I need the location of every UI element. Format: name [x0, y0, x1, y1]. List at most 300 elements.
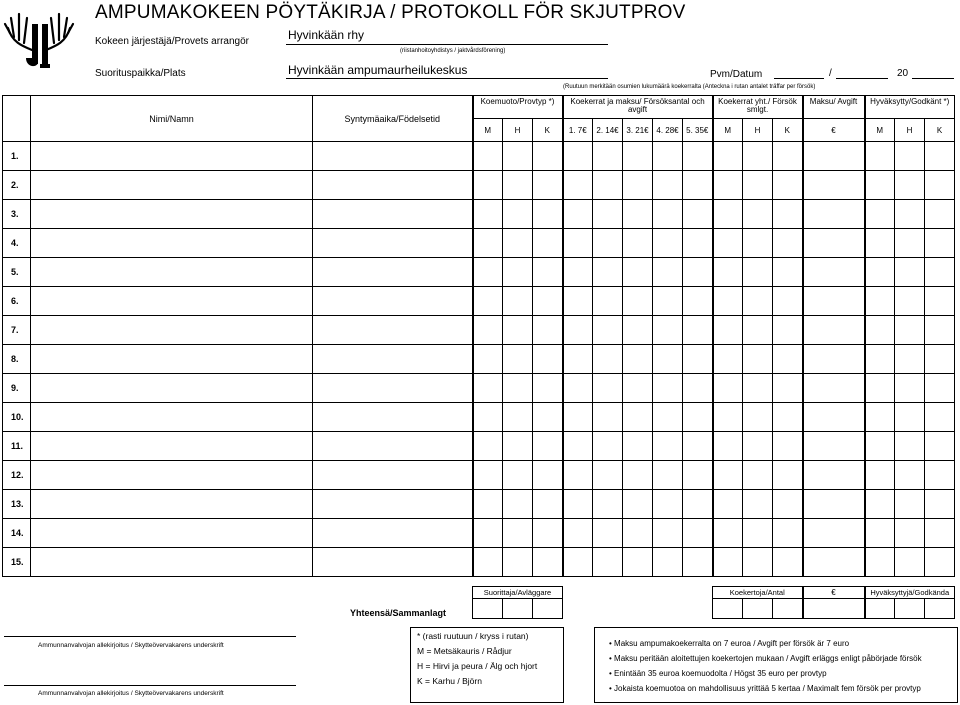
entry-cell[interactable] — [593, 258, 623, 287]
entry-cell[interactable] — [533, 548, 563, 577]
entry-cell[interactable] — [865, 461, 895, 490]
entry-cell[interactable] — [473, 403, 503, 432]
entry-cell[interactable] — [653, 200, 683, 229]
name-cell[interactable] — [31, 461, 313, 490]
entry-cell[interactable] — [683, 403, 713, 432]
results-table — [2, 95, 955, 577]
name-cell[interactable] — [31, 229, 313, 258]
entry-cell[interactable] — [925, 403, 955, 432]
entry-cell[interactable] — [563, 374, 593, 403]
entry-cell[interactable] — [713, 345, 743, 374]
entry-cell[interactable] — [803, 374, 865, 403]
entry-cell[interactable] — [865, 432, 895, 461]
entry-cell[interactable] — [653, 345, 683, 374]
entry-cell[interactable] — [473, 171, 503, 200]
birth-cell[interactable] — [313, 519, 473, 548]
entry-cell[interactable] — [803, 403, 865, 432]
entry-cell[interactable] — [473, 519, 503, 548]
entry-cell[interactable] — [683, 229, 713, 258]
entry-cell[interactable] — [925, 200, 955, 229]
entry-cell[interactable] — [653, 171, 683, 200]
name-cell[interactable] — [31, 490, 313, 519]
entry-cell[interactable] — [803, 316, 865, 345]
entry-cell[interactable] — [473, 229, 503, 258]
totals-fee-cell[interactable] — [803, 599, 865, 619]
entry-cell[interactable] — [743, 519, 773, 548]
row-number: 10. — [3, 403, 31, 432]
entry-cell[interactable] — [593, 548, 623, 577]
entry-cell[interactable] — [803, 171, 865, 200]
entry-cell[interactable] — [473, 200, 503, 229]
entry-cell[interactable] — [925, 519, 955, 548]
entry-cell[interactable] — [895, 142, 925, 171]
entry-cell[interactable] — [773, 229, 803, 258]
entry-cell[interactable] — [865, 258, 895, 287]
name-cell[interactable] — [31, 200, 313, 229]
entry-cell[interactable] — [623, 519, 653, 548]
entry-cell[interactable] — [563, 171, 593, 200]
entry-cell[interactable] — [743, 287, 773, 316]
entry-cell[interactable] — [503, 490, 533, 519]
entry-cell[interactable] — [925, 374, 955, 403]
row-number: 1. — [3, 142, 31, 171]
entry-cell[interactable] — [683, 548, 713, 577]
entry-cell[interactable] — [743, 229, 773, 258]
entry-cell[interactable] — [653, 316, 683, 345]
entry-cell[interactable] — [925, 461, 955, 490]
entry-cell[interactable] — [925, 229, 955, 258]
entry-cell[interactable] — [895, 461, 925, 490]
entry-cell[interactable] — [683, 287, 713, 316]
entry-cell[interactable] — [895, 432, 925, 461]
entry-cell[interactable] — [473, 287, 503, 316]
entry-cell[interactable] — [623, 374, 653, 403]
entry-cell[interactable] — [623, 548, 653, 577]
birth-cell[interactable] — [313, 316, 473, 345]
entry-cell[interactable] — [653, 490, 683, 519]
entry-cell[interactable] — [473, 316, 503, 345]
entry-cell[interactable] — [623, 403, 653, 432]
entry-cell[interactable] — [743, 345, 773, 374]
birth-cell[interactable] — [313, 548, 473, 577]
name-cell[interactable] — [31, 432, 313, 461]
entry-cell[interactable] — [563, 258, 593, 287]
entry-cell[interactable] — [683, 171, 713, 200]
signature-line-2[interactable] — [4, 685, 296, 686]
entry-cell[interactable] — [773, 258, 803, 287]
entry-cell[interactable] — [623, 461, 653, 490]
entry-cell[interactable] — [503, 432, 533, 461]
entry-cell[interactable] — [533, 229, 563, 258]
entry-cell[interactable] — [773, 287, 803, 316]
entry-cell[interactable] — [925, 316, 955, 345]
entry-cell[interactable] — [865, 548, 895, 577]
entry-cell[interactable] — [533, 403, 563, 432]
entry-cell[interactable] — [533, 258, 563, 287]
entry-cell[interactable] — [593, 171, 623, 200]
name-cell[interactable] — [31, 374, 313, 403]
entry-cell[interactable] — [473, 490, 503, 519]
totals-performers-h[interactable] — [503, 599, 533, 619]
entry-cell[interactable] — [773, 142, 803, 171]
entry-cell[interactable] — [803, 200, 865, 229]
entry-cell[interactable] — [503, 345, 533, 374]
entry-cell[interactable] — [623, 142, 653, 171]
entry-cell[interactable] — [623, 287, 653, 316]
entry-cell[interactable] — [683, 142, 713, 171]
table-row — [3, 490, 955, 519]
name-cell[interactable] — [31, 171, 313, 200]
entry-cell[interactable] — [803, 258, 865, 287]
totals-attempts-k[interactable] — [773, 599, 803, 619]
entry-cell[interactable] — [503, 548, 533, 577]
entry-cell[interactable] — [503, 519, 533, 548]
entry-cell[interactable] — [713, 490, 743, 519]
birth-cell[interactable] — [313, 142, 473, 171]
birth-cell[interactable] — [313, 432, 473, 461]
entry-cell[interactable] — [503, 171, 533, 200]
entry-cell[interactable] — [563, 345, 593, 374]
entry-cell[interactable] — [895, 374, 925, 403]
entry-cell[interactable] — [773, 374, 803, 403]
entry-cell[interactable] — [503, 461, 533, 490]
totals-attempts-h[interactable] — [743, 599, 773, 619]
entry-cell[interactable] — [773, 200, 803, 229]
entry-cell[interactable] — [925, 258, 955, 287]
entry-cell[interactable] — [713, 142, 743, 171]
entry-cell[interactable] — [503, 200, 533, 229]
entry-cell[interactable] — [803, 432, 865, 461]
name-cell[interactable] — [31, 316, 313, 345]
entry-cell[interactable] — [865, 142, 895, 171]
entry-cell[interactable] — [563, 461, 593, 490]
birth-cell[interactable] — [313, 403, 473, 432]
entry-cell[interactable] — [593, 519, 623, 548]
entry-cell[interactable] — [503, 258, 533, 287]
entry-cell[interactable] — [593, 200, 623, 229]
entry-cell[interactable] — [563, 287, 593, 316]
entry-cell[interactable] — [533, 171, 563, 200]
entry-cell[interactable] — [503, 316, 533, 345]
organizer-hint: (riistanhoitoyhdistys / jaktvårdsförening) — [400, 48, 506, 54]
entry-cell[interactable] — [865, 403, 895, 432]
rule-item: • Jokaista koemuotoa on mahdollisuus yrittää 5 kertaa / Maximalt fem försök per provtyp — [609, 684, 921, 693]
entry-cell[interactable] — [473, 258, 503, 287]
entry-cell[interactable] — [683, 345, 713, 374]
entry-cell[interactable] — [713, 258, 743, 287]
entry-cell[interactable] — [773, 461, 803, 490]
entry-cell[interactable] — [773, 316, 803, 345]
entry-cell[interactable] — [743, 374, 773, 403]
entry-cell[interactable] — [563, 142, 593, 171]
entry-cell[interactable] — [865, 374, 895, 403]
row-number: 13. — [3, 490, 31, 519]
entry-cell[interactable] — [503, 403, 533, 432]
entry-cell[interactable] — [743, 200, 773, 229]
entry-cell[interactable] — [653, 519, 683, 548]
entry-cell[interactable] — [803, 548, 865, 577]
entry-cell[interactable] — [895, 287, 925, 316]
name-cell[interactable] — [31, 287, 313, 316]
sub-fee-euro: € — [803, 119, 865, 142]
entry-cell[interactable] — [473, 345, 503, 374]
entry-cell[interactable] — [925, 287, 955, 316]
totals-performers-k[interactable] — [533, 599, 563, 619]
entry-cell[interactable] — [593, 316, 623, 345]
entry-cell[interactable] — [803, 461, 865, 490]
entry-cell[interactable] — [563, 229, 593, 258]
entry-cell[interactable] — [803, 229, 865, 258]
entry-cell[interactable] — [533, 142, 563, 171]
entry-cell[interactable] — [533, 519, 563, 548]
entry-cell[interactable] — [743, 548, 773, 577]
birth-cell[interactable] — [313, 490, 473, 519]
entry-cell[interactable] — [683, 258, 713, 287]
place-label: Suorituspaikka/Plats — [95, 68, 186, 79]
entry-cell[interactable] — [773, 490, 803, 519]
birth-cell[interactable] — [313, 171, 473, 200]
entry-cell[interactable] — [895, 229, 925, 258]
entry-cell[interactable] — [773, 548, 803, 577]
totals-right-table — [712, 586, 955, 619]
rules-box — [594, 627, 958, 703]
entry-cell[interactable] — [653, 229, 683, 258]
totals-approved-k[interactable] — [925, 599, 955, 619]
entry-cell[interactable] — [473, 548, 503, 577]
entry-cell[interactable] — [713, 432, 743, 461]
entry-cell[interactable] — [623, 200, 653, 229]
entry-cell[interactable] — [473, 432, 503, 461]
entry-cell[interactable] — [743, 142, 773, 171]
entry-cell[interactable] — [623, 316, 653, 345]
entry-cell[interactable] — [533, 200, 563, 229]
entry-cell[interactable] — [473, 461, 503, 490]
entry-cell[interactable] — [895, 200, 925, 229]
entry-cell[interactable] — [533, 432, 563, 461]
entry-cell[interactable] — [683, 461, 713, 490]
sub-attempt-2: 2. 14€ — [593, 119, 623, 142]
birth-cell[interactable] — [313, 287, 473, 316]
entry-cell[interactable] — [683, 519, 713, 548]
entry-cell[interactable] — [503, 374, 533, 403]
entry-cell[interactable] — [653, 258, 683, 287]
entry-cell[interactable] — [623, 345, 653, 374]
entry-cell[interactable] — [653, 432, 683, 461]
entry-cell[interactable] — [683, 316, 713, 345]
row-number: 4. — [3, 229, 31, 258]
entry-cell[interactable] — [743, 432, 773, 461]
name-cell[interactable] — [31, 403, 313, 432]
header-approved: Hyväksytty/Godkänt *) — [865, 96, 955, 119]
entry-cell[interactable] — [653, 142, 683, 171]
entry-cell[interactable] — [803, 490, 865, 519]
entry-cell[interactable] — [533, 345, 563, 374]
birth-cell[interactable] — [313, 461, 473, 490]
signature-line-1[interactable] — [4, 636, 296, 637]
table-row — [3, 258, 955, 287]
entry-cell[interactable] — [683, 432, 713, 461]
totals-approved-h[interactable] — [895, 599, 925, 619]
entry-cell[interactable] — [563, 316, 593, 345]
entry-cell[interactable] — [653, 374, 683, 403]
entry-cell[interactable] — [713, 316, 743, 345]
entry-cell[interactable] — [865, 229, 895, 258]
entry-cell[interactable] — [895, 519, 925, 548]
birth-cell[interactable] — [313, 229, 473, 258]
row-number: 12. — [3, 461, 31, 490]
entry-cell[interactable] — [533, 287, 563, 316]
totals-performers-label: Suorittaja/Avläggare — [473, 587, 563, 599]
date-label: Pvm/Datum — [710, 69, 763, 80]
legend-item: H = Hirvi ja peura / Älg och hjort — [417, 661, 538, 671]
entry-cell[interactable] — [803, 142, 865, 171]
entry-cell[interactable] — [803, 519, 865, 548]
sub-approved-m: M — [865, 119, 895, 142]
entry-cell[interactable] — [503, 142, 533, 171]
entry-cell[interactable] — [563, 519, 593, 548]
entry-cell[interactable] — [713, 171, 743, 200]
entry-cell[interactable] — [563, 490, 593, 519]
entry-cell[interactable] — [533, 316, 563, 345]
entry-cell[interactable] — [713, 374, 743, 403]
hunters-logo — [2, 2, 76, 74]
entry-cell[interactable] — [623, 432, 653, 461]
birth-cell[interactable] — [313, 258, 473, 287]
entry-cell[interactable] — [925, 548, 955, 577]
entry-cell[interactable] — [713, 403, 743, 432]
entry-cell[interactable] — [503, 287, 533, 316]
entry-cell[interactable] — [773, 403, 803, 432]
entry-cell[interactable] — [623, 258, 653, 287]
birth-cell[interactable] — [313, 200, 473, 229]
entry-cell[interactable] — [563, 548, 593, 577]
sub-total-m: M — [713, 119, 743, 142]
entry-cell[interactable] — [895, 258, 925, 287]
entry-cell[interactable] — [925, 171, 955, 200]
entry-cell[interactable] — [533, 461, 563, 490]
row-number: 14. — [3, 519, 31, 548]
entry-cell[interactable] — [803, 345, 865, 374]
place-line — [286, 78, 608, 79]
entry-cell[interactable] — [713, 287, 743, 316]
entry-cell[interactable] — [563, 200, 593, 229]
entry-cell[interactable] — [773, 345, 803, 374]
entry-cell[interactable] — [683, 490, 713, 519]
name-cell[interactable] — [31, 548, 313, 577]
entry-cell[interactable] — [925, 142, 955, 171]
attempts-hint: (Ruutuun merkitään osumien lukumäärä koekerralta (Anteckna i rutan antalet träffar per försök) — [563, 84, 816, 90]
entry-cell[interactable] — [593, 374, 623, 403]
totals-attempts-m[interactable] — [713, 599, 743, 619]
name-cell[interactable] — [31, 142, 313, 171]
date-year-line — [912, 78, 954, 79]
entry-cell[interactable] — [743, 461, 773, 490]
entry-cell[interactable] — [593, 403, 623, 432]
row-number: 9. — [3, 374, 31, 403]
entry-cell[interactable] — [473, 142, 503, 171]
entry-cell[interactable] — [593, 432, 623, 461]
birth-cell[interactable] — [313, 345, 473, 374]
entry-cell[interactable] — [593, 229, 623, 258]
entry-cell[interactable] — [895, 345, 925, 374]
totals-performers-m[interactable] — [473, 599, 503, 619]
date-separator: / — [829, 68, 832, 79]
entry-cell[interactable] — [653, 403, 683, 432]
entry-cell[interactable] — [533, 374, 563, 403]
entry-cell[interactable] — [895, 403, 925, 432]
entry-cell[interactable] — [743, 171, 773, 200]
entry-cell[interactable] — [895, 316, 925, 345]
entry-cell[interactable] — [803, 287, 865, 316]
totals-approved-m[interactable] — [865, 599, 895, 619]
entry-cell[interactable] — [865, 171, 895, 200]
entry-cell[interactable] — [473, 374, 503, 403]
row-number: 6. — [3, 287, 31, 316]
entry-cell[interactable] — [713, 461, 743, 490]
entry-cell[interactable] — [865, 316, 895, 345]
entry-cell[interactable] — [653, 461, 683, 490]
entry-cell[interactable] — [743, 403, 773, 432]
entry-cell[interactable] — [865, 345, 895, 374]
entry-cell[interactable] — [865, 287, 895, 316]
name-cell[interactable] — [31, 345, 313, 374]
entry-cell[interactable] — [563, 403, 593, 432]
entry-cell[interactable] — [653, 548, 683, 577]
entry-cell[interactable] — [593, 287, 623, 316]
entry-cell[interactable] — [683, 374, 713, 403]
entry-cell[interactable] — [713, 519, 743, 548]
entry-cell[interactable] — [895, 171, 925, 200]
entry-cell[interactable] — [925, 432, 955, 461]
entry-cell[interactable] — [865, 200, 895, 229]
entry-cell[interactable] — [593, 142, 623, 171]
entry-cell[interactable] — [503, 229, 533, 258]
entry-cell[interactable] — [895, 548, 925, 577]
sub-approved-k: K — [925, 119, 955, 142]
entry-cell[interactable] — [623, 171, 653, 200]
entry-cell[interactable] — [533, 490, 563, 519]
entry-cell[interactable] — [653, 287, 683, 316]
signature-caption-2: Ammunnanvalvojan allekirjoitus / Skytteövervakarens underskrift — [38, 690, 224, 697]
entry-cell[interactable] — [713, 200, 743, 229]
entry-cell[interactable] — [895, 490, 925, 519]
entry-cell[interactable] — [713, 548, 743, 577]
entry-cell[interactable] — [563, 432, 593, 461]
entry-cell[interactable] — [713, 229, 743, 258]
table-row — [3, 287, 955, 316]
entry-cell[interactable] — [623, 229, 653, 258]
organizer-label: Kokeen järjestäjä/Provets arrangör — [95, 36, 249, 47]
entry-cell[interactable] — [623, 490, 653, 519]
entry-cell[interactable] — [925, 490, 955, 519]
name-cell[interactable] — [31, 258, 313, 287]
entry-cell[interactable] — [593, 490, 623, 519]
entry-cell[interactable] — [593, 461, 623, 490]
entry-cell[interactable] — [773, 519, 803, 548]
entry-cell[interactable] — [865, 490, 895, 519]
entry-cell[interactable] — [773, 171, 803, 200]
entry-cell[interactable] — [743, 258, 773, 287]
birth-cell[interactable] — [313, 374, 473, 403]
entry-cell[interactable] — [773, 432, 803, 461]
entry-cell[interactable] — [743, 316, 773, 345]
entry-cell[interactable] — [743, 490, 773, 519]
entry-cell[interactable] — [865, 519, 895, 548]
entry-cell[interactable] — [683, 200, 713, 229]
entry-cell[interactable] — [925, 345, 955, 374]
name-cell[interactable] — [31, 519, 313, 548]
entry-cell[interactable] — [593, 345, 623, 374]
